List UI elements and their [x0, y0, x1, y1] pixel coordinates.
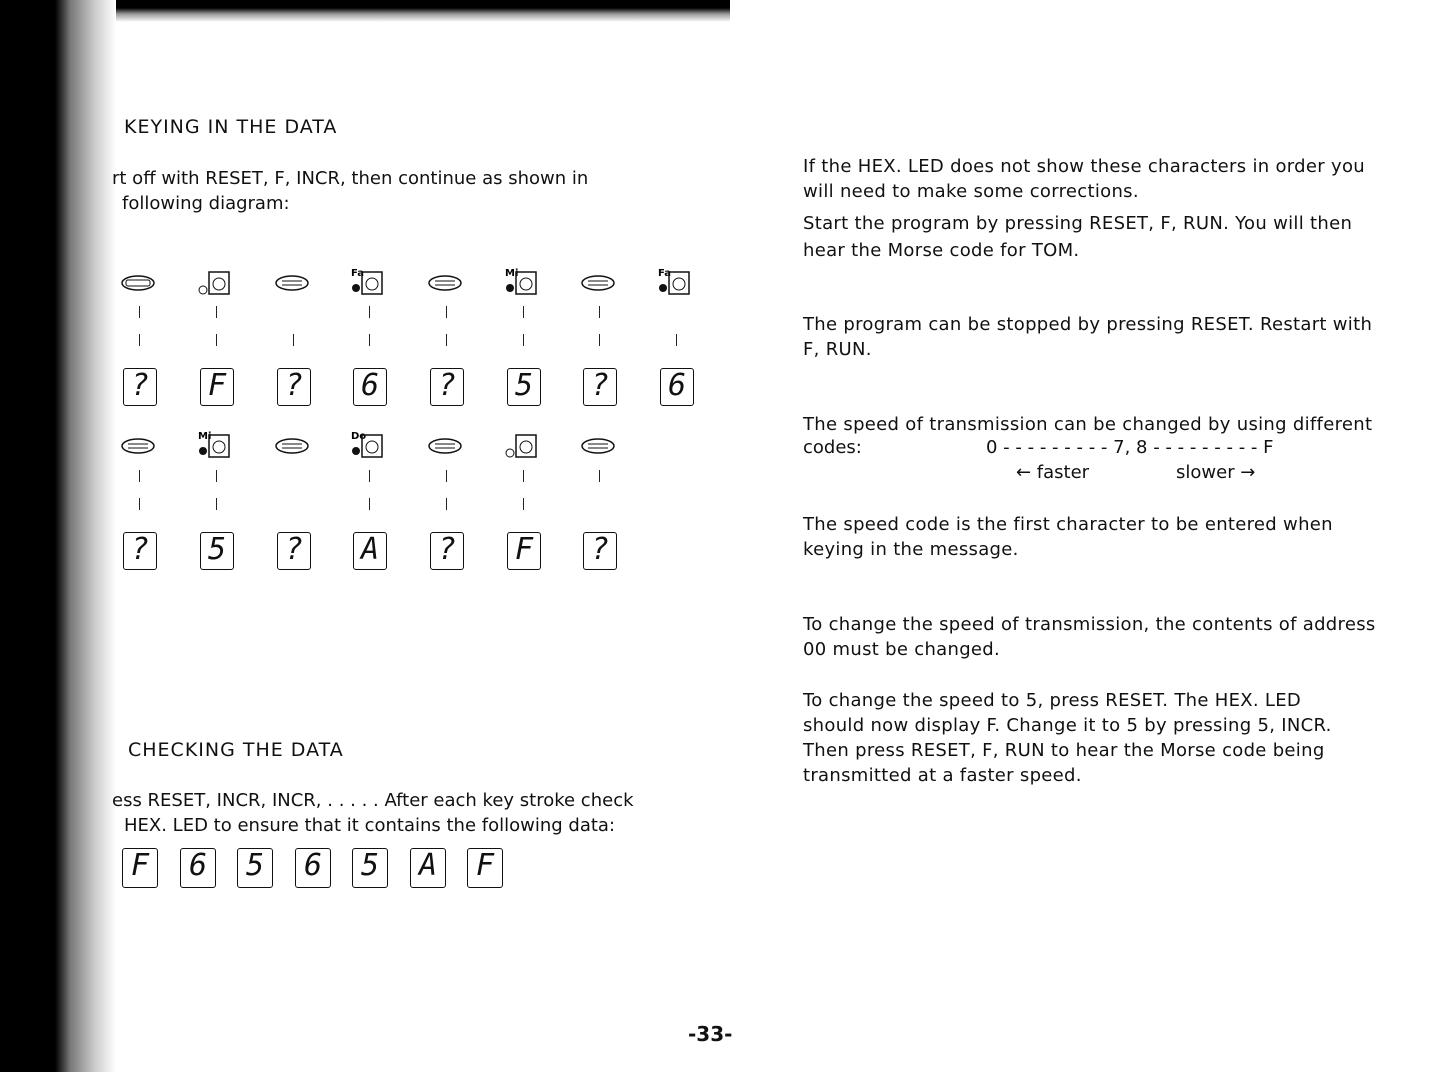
connector-tick — [446, 334, 447, 346]
connector-tick — [216, 498, 217, 510]
text-line: will need to make some corrections. — [803, 181, 1139, 202]
connector-tick — [523, 470, 524, 482]
connector-tick — [523, 306, 524, 318]
text-line: To change the speed of transmission, the contents of address — [803, 614, 1376, 635]
led-display: ? — [277, 368, 311, 406]
text-line: 00 must be changed. — [803, 639, 1001, 660]
connector-tick — [139, 334, 140, 346]
slower-label: slower → — [1176, 462, 1256, 483]
paragraph-stop-program — [803, 312, 1423, 362]
svg-text:Do: Do — [351, 431, 367, 442]
f-key-icon — [197, 268, 233, 298]
speed-code-range: 0 - - - - - - - - - 7, 8 - - - - - - - - - F — [986, 437, 1274, 458]
svg-text:Mi: Mi — [505, 268, 519, 279]
intro-line-1: rt off with RESET, F, INCR, then continue as shown in — [112, 168, 589, 189]
intro-text — [112, 166, 712, 216]
led-display: 6 — [353, 368, 387, 406]
led-display: 5 — [237, 848, 273, 888]
connector-tick — [369, 306, 370, 318]
do-key-icon — [350, 429, 386, 461]
connector-tick — [676, 334, 677, 346]
led-display: 6 — [295, 848, 331, 888]
paragraph-change-speed — [803, 612, 1423, 662]
led-display: 5 — [507, 368, 541, 406]
led-display: ? — [123, 532, 157, 570]
text-line: keying in the message. — [803, 539, 1019, 560]
paragraph-corrections — [803, 154, 1423, 204]
led-display: 6 — [660, 368, 694, 406]
connector-tick — [599, 470, 600, 482]
connector-tick — [293, 334, 294, 346]
led-display: F — [507, 532, 541, 570]
svg-text:Fa: Fa — [658, 268, 671, 279]
led-display: 5 — [200, 532, 234, 570]
connector-tick — [446, 498, 447, 510]
connector-tick — [523, 498, 524, 510]
incr-key-icon — [580, 273, 616, 293]
led-display: F — [200, 368, 234, 406]
connector-tick — [216, 306, 217, 318]
connector-tick — [139, 498, 140, 510]
led-display: ? — [583, 368, 617, 406]
led-display: ? — [123, 368, 157, 406]
text-line: hear the Morse code for TOM. — [803, 240, 1080, 261]
led-display: A — [410, 848, 446, 888]
paragraph-speed-codes — [803, 412, 1423, 437]
page-number: -33- — [688, 1022, 733, 1046]
paragraph-speed-five — [803, 688, 1423, 788]
led-display: F — [122, 848, 158, 888]
led-display: F — [467, 848, 503, 888]
mi-key-icon — [504, 266, 540, 298]
connector-tick — [599, 334, 600, 346]
heading-checking-data: CHECKING THE DATA — [128, 739, 344, 761]
led-display: 5 — [352, 848, 388, 888]
incr-key-icon — [120, 436, 156, 456]
led-display: ? — [430, 532, 464, 570]
text-line: The program can be stopped by pressing RESET. Restart with — [803, 314, 1373, 335]
text-line: The speed of transmission can be changed by using different — [803, 414, 1373, 435]
fa-key-icon — [657, 266, 693, 298]
incr-key-icon — [580, 436, 616, 456]
led-display: ? — [430, 368, 464, 406]
svg-text:Mi: Mi — [198, 431, 212, 442]
check-line-2: HEX. LED to ensure that it contains the following data: — [124, 815, 616, 836]
led-display: ? — [583, 532, 617, 570]
incr-key-icon — [427, 436, 463, 456]
paragraph-start-program — [803, 210, 1423, 264]
connector-tick — [369, 498, 370, 510]
connector-tick — [446, 306, 447, 318]
text-line: should now display F. Change it to 5 by pressing 5, INCR. — [803, 715, 1332, 736]
check-line-1: ess RESET, INCR, INCR, . . . . . After each key stroke check — [112, 790, 634, 811]
paragraph-speed-code-first — [803, 512, 1423, 562]
connector-tick — [139, 306, 140, 318]
text-line: To change the speed to 5, press RESET. The HEX. LED — [803, 690, 1302, 711]
fa-key-icon — [350, 266, 386, 298]
text-line: Start the program by pressing RESET, F, RUN. You will then — [803, 213, 1353, 234]
text-line: transmitted at a faster speed. — [803, 765, 1082, 786]
text-line: The speed code is the first character to be entered when — [803, 514, 1333, 535]
connector-tick — [139, 470, 140, 482]
led-display: A — [353, 532, 387, 570]
connector-tick — [446, 470, 447, 482]
led-display: ? — [277, 532, 311, 570]
incr-key-icon — [274, 436, 310, 456]
heading-keying-data: KEYING IN THE DATA — [124, 116, 338, 138]
speed-codes-label: codes: — [803, 437, 862, 458]
text-line: If the HEX. LED does not show these characters in order you — [803, 156, 1365, 177]
check-text — [112, 788, 712, 838]
reset-key-icon — [120, 273, 156, 293]
connector-tick — [216, 334, 217, 346]
connector-tick — [523, 334, 524, 346]
scan-shadow-left — [0, 0, 116, 1072]
incr-key-icon — [427, 273, 463, 293]
intro-line-2: following diagram: — [122, 193, 290, 214]
text-line: F, RUN. — [803, 339, 872, 360]
faster-label: ← faster — [1016, 462, 1090, 483]
led-display: 6 — [180, 848, 216, 888]
connector-tick — [216, 470, 217, 482]
f-key-icon — [504, 431, 540, 461]
connector-tick — [599, 306, 600, 318]
connector-tick — [369, 470, 370, 482]
connector-tick — [369, 334, 370, 346]
svg-text:Fa: Fa — [351, 268, 364, 279]
mi-key-icon — [197, 429, 233, 461]
incr-key-icon — [274, 273, 310, 293]
text-line: Then press RESET, F, RUN to hear the Morse code being — [803, 740, 1325, 761]
